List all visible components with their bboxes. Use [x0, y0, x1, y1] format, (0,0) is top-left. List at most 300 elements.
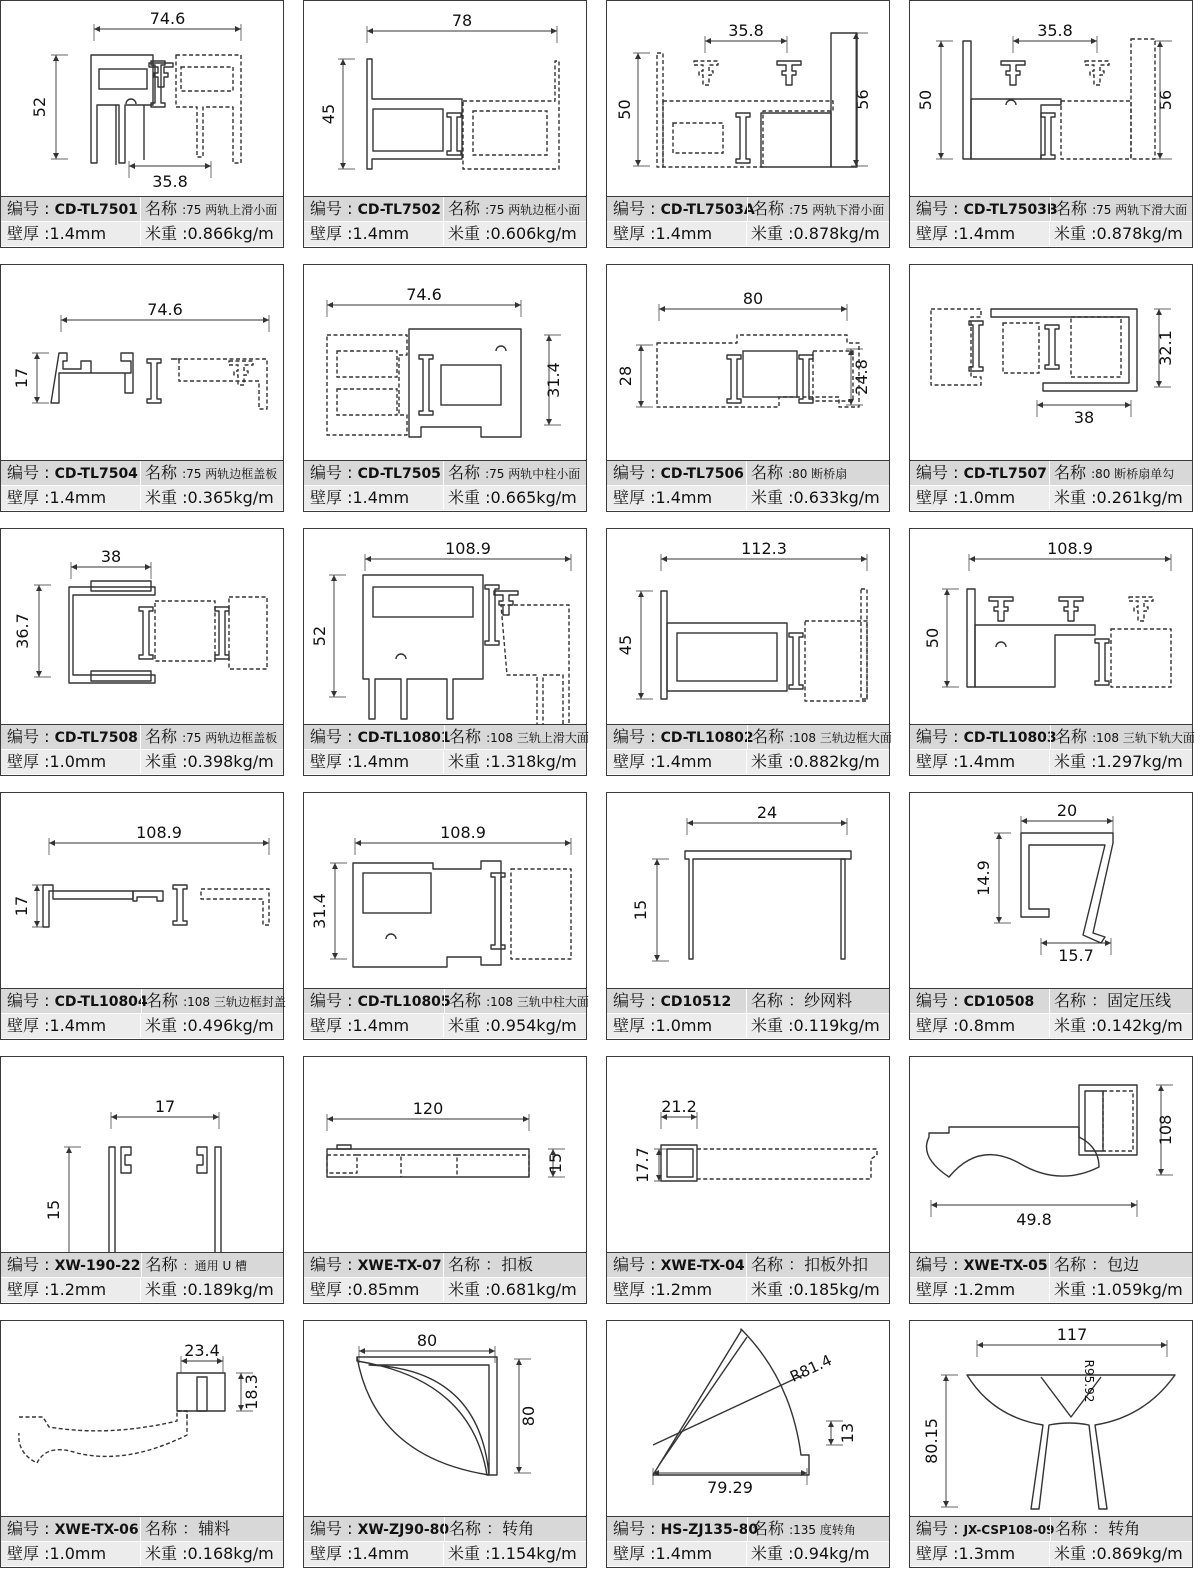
profile-drawing — [606, 1320, 890, 1517]
profile-drawing — [303, 528, 587, 725]
spec-row-code — [910, 1517, 1192, 1541]
meter-weight: 0.878kg/m — [1096, 224, 1183, 243]
hook-detail — [1006, 100, 1016, 105]
profile-spec-table — [909, 1253, 1193, 1304]
spec-row-code — [607, 461, 889, 485]
weight-cell: 米重 :0.665kg/m — [443, 486, 586, 510]
profile-cross-section-svg — [910, 793, 1194, 990]
code-cell: 编号 : CD-TL10805 — [310, 991, 451, 1010]
name-cell: 名称 :108 三轨下轨大面 — [1050, 725, 1194, 749]
code-cell: 编号 : HS-ZJ135-80 — [613, 1519, 759, 1538]
profile-outline — [841, 859, 845, 959]
name-cell: 名称 ：通用 U 槽 — [141, 1253, 283, 1277]
code-cell: 编号 : XW-ZJ90-80 — [310, 1519, 450, 1538]
profile-chamber — [337, 351, 397, 377]
name-cell: 名称 :108 三轨中柱大面 — [444, 989, 588, 1013]
profile-card — [606, 264, 890, 512]
profile-code: JX-CSP108-09 — [963, 1523, 1055, 1537]
spec-row-code — [607, 1517, 889, 1541]
profile-outline-dashed — [155, 601, 215, 661]
wall-cell: 壁厚 :1.4mm — [613, 224, 713, 243]
profile-cross-section-svg — [607, 793, 891, 990]
profile-name: ：转角 — [486, 1519, 535, 1538]
profile-spec-table — [303, 725, 587, 776]
spec-row-weight — [910, 1278, 1192, 1302]
profile-drawing — [909, 264, 1193, 461]
wall-thickness: 1.4mm — [655, 488, 713, 507]
profile-name: :80 断桥扇单勾 — [1091, 467, 1175, 481]
name-cell: 名称 :108 三轨边框大面 — [747, 725, 891, 749]
name-cell: 名称 :108 三轨边框封盖 — [141, 989, 285, 1013]
profile-code: CD-TL7507 — [963, 466, 1047, 482]
profile-drawing — [606, 1056, 890, 1253]
profile-name: :108 三轨下轨大面 — [1092, 731, 1195, 745]
spec-row-code — [1, 197, 283, 221]
dimension-label: 120 — [412, 1099, 444, 1118]
profile-spec-table — [909, 989, 1193, 1040]
profile-name: ：扣板外扣 — [788, 1255, 869, 1274]
profile-name: :75 两轨上滑小面 — [182, 203, 278, 217]
spec-row-weight — [1, 1278, 283, 1302]
code-cell: 编号 : CD-TL7508 — [7, 727, 138, 746]
profile-card — [909, 0, 1193, 248]
profile-outline — [685, 851, 851, 959]
code-cell: 编号 : CD-TL10803 — [916, 727, 1057, 746]
thermal-break-strip — [727, 355, 741, 403]
profile-outline — [927, 1127, 1100, 1177]
profile-code: CD-TL7506 — [660, 466, 744, 482]
code-cell: 编号 : CD-TL7506 — [613, 463, 744, 482]
profile-spec-table — [303, 1253, 587, 1304]
code-cell: 编号 : CD10512 — [613, 991, 732, 1010]
profile-name: ：包边 — [1091, 1255, 1140, 1274]
thermal-break-strip — [147, 359, 161, 403]
dimension-label: 31.4 — [310, 893, 329, 929]
profile-code: XWE-TX-06 — [54, 1522, 139, 1538]
spec-row-weight — [607, 1014, 889, 1038]
dimension-label: 78 — [451, 11, 473, 30]
spec-row-code — [910, 1253, 1192, 1277]
spec-row-code — [304, 725, 589, 749]
weight-cell: 米重 :0.168kg/m — [140, 1542, 283, 1566]
profile-cross-section-svg — [304, 529, 588, 726]
wall-cell: 壁厚 :1.0mm — [916, 488, 1016, 507]
dimension-label: 17 — [12, 367, 31, 389]
profile-spec-table — [0, 1253, 284, 1304]
spec-row-weight — [1, 222, 283, 246]
profile-card — [0, 264, 284, 512]
dimension-label: 15 — [546, 1152, 565, 1174]
profile-cross-section-svg — [910, 1321, 1194, 1518]
profile-drawing — [909, 792, 1193, 989]
wall-thickness: 1.2mm — [958, 1280, 1016, 1299]
dimension-label: 108.9 — [440, 823, 486, 842]
wall-thickness: 1.4mm — [958, 224, 1016, 243]
weight-cell: 米重 :0.878kg/m — [1049, 222, 1192, 246]
name-cell: 名称 :108 三轨上滑大面 — [444, 725, 588, 749]
profile-name: ：纱网料 — [788, 991, 853, 1010]
spec-row-code — [607, 725, 892, 749]
spec-row-weight — [910, 1014, 1192, 1038]
weight-cell: 米重 :1.059kg/m — [1049, 1278, 1192, 1302]
profile-code: CD-TL10805 — [357, 994, 451, 1010]
code-cell: 编号 : CD-TL7503B — [916, 199, 1058, 218]
meter-weight: 0.878kg/m — [793, 224, 880, 243]
profile-card — [909, 792, 1193, 1040]
dimension-label: 108.9 — [136, 823, 182, 842]
profile-outline — [177, 1373, 225, 1411]
profile-card — [303, 1056, 587, 1304]
wall-thickness: 1.4mm — [352, 488, 410, 507]
dimension-label: 74.6 — [406, 285, 442, 304]
dimension-label: 50 — [615, 99, 634, 120]
name-cell: 名称 ：固定压线 — [1049, 989, 1192, 1013]
weight-cell: 米重 :0.882kg/m — [746, 750, 889, 774]
thermal-break-strip — [1045, 325, 1059, 369]
profile-drawing — [0, 528, 284, 725]
wall-thickness: 1.3mm — [958, 1544, 1016, 1563]
spec-row-code — [910, 725, 1195, 749]
profile-card — [606, 1056, 890, 1304]
meter-weight: 0.665kg/m — [490, 488, 577, 507]
profile-outline-dashed — [861, 589, 867, 699]
profile-drawing — [0, 792, 284, 989]
wall-cell: 壁厚 :1.4mm — [613, 488, 713, 507]
spec-row-code — [304, 197, 586, 221]
meter-weight: 0.954kg/m — [490, 1016, 577, 1035]
meter-weight: 0.398kg/m — [187, 752, 274, 771]
profile-outline — [1021, 833, 1113, 943]
name-cell: 名称 :75 两轨边框盖板 — [140, 461, 283, 485]
profile-cross-section-svg — [910, 1057, 1194, 1254]
profile-name: :75 两轨边框小面 — [485, 203, 581, 217]
profile-spec-table — [909, 461, 1193, 512]
profile-outline-dashed — [511, 869, 571, 959]
profile-cross-section-svg — [304, 793, 588, 990]
profile-drawing — [909, 1320, 1193, 1517]
profile-code: XW-190-22 — [54, 1258, 141, 1274]
runner-rail — [1129, 597, 1153, 621]
profile-outline — [337, 1145, 351, 1149]
profile-cross-section-svg — [304, 1057, 588, 1254]
profile-card — [303, 0, 587, 248]
dimension-label: 108.9 — [445, 539, 491, 558]
spec-row-code — [1, 1517, 283, 1541]
hook-detail — [126, 99, 136, 104]
wall-cell: 壁厚 :1.0mm — [7, 752, 107, 771]
name-cell: 名称 :75 两轨上滑小面 — [140, 197, 283, 221]
spec-row-weight — [910, 1542, 1192, 1566]
profile-name: :75 两轨中柱小面 — [485, 467, 581, 481]
profile-card — [303, 264, 587, 512]
profile-outline-dashed — [1071, 317, 1121, 377]
spec-row-code — [1, 725, 283, 749]
profile-cross-section-svg — [1, 1, 285, 198]
dimension-label: 20 — [1056, 801, 1078, 820]
spec-row-weight — [910, 222, 1192, 246]
wall-thickness: 1.4mm — [352, 752, 410, 771]
dimension-label: 52 — [310, 625, 329, 647]
profile-drawing — [303, 1056, 587, 1253]
wall-cell: 壁厚 :1.4mm — [310, 752, 410, 771]
weight-cell: 米重 :1.297kg/m — [1049, 750, 1192, 774]
wall-cell: 壁厚 :1.4mm — [613, 1544, 713, 1563]
thermal-break-strip — [173, 885, 187, 925]
profile-cross-section-svg — [607, 1057, 891, 1254]
profile-outline — [761, 113, 831, 167]
spec-row-code — [1, 461, 283, 485]
profile-outline — [409, 329, 521, 437]
wall-thickness: 1.4mm — [49, 1016, 107, 1035]
dimension-label: 45 — [319, 103, 338, 125]
profile-spec-table — [303, 197, 587, 248]
profile-chamber — [677, 633, 777, 681]
wall-thickness: 1.4mm — [958, 752, 1016, 771]
profile-outline — [353, 861, 501, 967]
name-cell: 名称 ：转角 — [444, 1517, 586, 1541]
dimension-label: 21.2 — [661, 1097, 697, 1116]
profile-outline — [363, 575, 483, 719]
hook-detail — [396, 654, 406, 659]
weight-cell: 米重 :0.142kg/m — [1049, 1014, 1192, 1038]
profile-spec-table — [909, 1517, 1193, 1568]
meter-weight: 0.261kg/m — [1096, 488, 1183, 507]
profile-outline — [43, 885, 133, 927]
meter-weight: 1.059kg/m — [1096, 1280, 1183, 1299]
weight-cell: 米重 :0.606kg/m — [443, 222, 586, 246]
profile-card — [0, 528, 284, 776]
profile-outline — [197, 1377, 207, 1411]
wall-cell: 壁厚 :1.4mm — [613, 752, 713, 771]
meter-weight: 1.297kg/m — [1096, 752, 1183, 771]
profile-outline — [661, 591, 667, 699]
dimension-label: 28 — [616, 365, 635, 387]
wall-thickness: 1.4mm — [352, 1016, 410, 1035]
dimension-label: R81.4 — [787, 1351, 835, 1386]
dimension-label: 80 — [416, 1331, 438, 1350]
weight-cell: 米重 :0.365kg/m — [140, 486, 283, 510]
profile-chamber — [337, 389, 397, 415]
profile-code: CD-TL10804 — [54, 994, 148, 1010]
profile-code: CD-TL7508 — [54, 730, 138, 746]
runner-rail — [777, 61, 801, 85]
dimension-label: 79.29 — [707, 1478, 753, 1497]
thermal-break-strip — [1041, 113, 1055, 159]
code-cell: 编号 : CD-TL10802 — [613, 727, 754, 746]
wall-thickness: 1.2mm — [49, 1280, 107, 1299]
code-cell: 编号 : XWE-TX-07 — [310, 1255, 442, 1274]
meter-weight: 0.94kg/m — [793, 1544, 870, 1563]
wall-thickness: 1.4mm — [655, 224, 713, 243]
wall-thickness: 1.0mm — [655, 1016, 713, 1035]
profile-drawing — [606, 792, 890, 989]
runner-rail — [1085, 61, 1109, 85]
runner-rail — [694, 61, 718, 85]
profile-chamber — [373, 109, 443, 151]
dimension-label: 17 — [12, 895, 31, 917]
meter-weight: 0.185kg/m — [793, 1280, 880, 1299]
profile-spec-table — [303, 1517, 587, 1568]
weight-cell: 米重 :1.318kg/m — [443, 750, 586, 774]
profile-outline — [667, 1149, 693, 1177]
wall-thickness: 1.0mm — [49, 1544, 107, 1563]
wall-thickness: 1.4mm — [352, 224, 410, 243]
weight-cell: 米重 :0.681kg/m — [443, 1278, 586, 1302]
dimension-label: 24.8 — [852, 359, 871, 395]
profile-code: CD10512 — [660, 994, 732, 1010]
profile-name: ：转角 — [1092, 1519, 1141, 1538]
spec-row-code — [304, 1253, 586, 1277]
hook-detail — [496, 346, 506, 351]
profile-chamber — [99, 69, 147, 89]
profile-outline-dashed — [1061, 101, 1131, 159]
weight-cell: 米重 :0.189kg/m — [140, 1278, 283, 1302]
thermal-break-strip — [419, 355, 433, 415]
meter-weight: 0.119kg/m — [793, 1016, 880, 1035]
wall-thickness: 1.4mm — [655, 752, 713, 771]
profile-card — [303, 528, 587, 776]
profile-spec-table — [0, 989, 284, 1040]
runner-rail — [989, 597, 1013, 621]
wall-thickness: 1.4mm — [49, 224, 107, 243]
name-cell: 名称 ：扣板外扣 — [746, 1253, 889, 1277]
dimension-label: 112.3 — [741, 539, 787, 558]
profile-card — [909, 1320, 1193, 1568]
profile-name: ：扣板 — [485, 1255, 534, 1274]
profile-chamber — [473, 111, 547, 155]
profile-outline — [963, 41, 971, 159]
profile-cross-section-svg — [910, 265, 1194, 462]
profile-outline — [69, 587, 155, 683]
meter-weight: 0.168kg/m — [187, 1544, 274, 1563]
wall-cell: 壁厚 :1.4mm — [310, 224, 410, 243]
profile-outline-dashed — [171, 359, 267, 409]
wall-thickness: 1.4mm — [655, 1544, 713, 1563]
name-cell: 名称 ：纱网料 — [746, 989, 889, 1013]
name-cell: 名称 :75 两轨中柱小面 — [443, 461, 586, 485]
wall-thickness: 1.0mm — [49, 752, 107, 771]
dimension-label: 32.1 — [1156, 330, 1175, 366]
dimension-label: 38 — [100, 547, 122, 566]
profile-outline — [121, 1147, 207, 1173]
profile-drawing — [606, 528, 890, 725]
name-cell: 名称 :80 断桥扇单勾 — [1049, 461, 1192, 485]
spec-row-code — [607, 197, 889, 221]
wall-cell: 壁厚 :1.2mm — [613, 1280, 713, 1299]
profile-card — [0, 0, 284, 248]
thermal-break-strip — [1095, 639, 1109, 685]
weight-cell: 米重 :0.94kg/m — [746, 1542, 889, 1566]
profile-spec-table — [0, 1517, 284, 1568]
profile-drawing — [909, 1056, 1193, 1253]
dimension-label: 31.4 — [544, 362, 563, 398]
profile-outline — [91, 581, 151, 681]
code-cell: 编号 : CD-TL7507 — [916, 463, 1047, 482]
profile-code: CD-TL10803 — [963, 730, 1057, 746]
weight-cell: 米重 :0.119kg/m — [746, 1014, 889, 1038]
profile-code: CD-TL7501 — [54, 202, 138, 218]
dimension-label: 80 — [742, 289, 764, 308]
profile-cross-section-svg — [1, 265, 285, 462]
profile-card — [303, 1320, 587, 1568]
profile-drawing — [0, 0, 284, 197]
spec-row-code — [304, 989, 589, 1013]
profile-outline-dashed — [805, 621, 867, 701]
profile-outline — [975, 625, 1095, 687]
profile-outline-dashed — [1131, 39, 1155, 159]
profile-name: :75 两轨下滑大面 — [1092, 203, 1188, 217]
profile-chamber — [743, 351, 797, 397]
name-cell: 名称 ：转角 — [1050, 1517, 1192, 1541]
profile-cross-section-svg — [607, 265, 891, 462]
spec-row-weight — [607, 222, 889, 246]
profile-outline-dashed — [463, 61, 559, 169]
thermal-break-strip — [491, 873, 505, 949]
profile-outline — [971, 99, 1061, 159]
weight-cell: 米重 :0.398kg/m — [140, 750, 283, 774]
profile-spec-table — [606, 1517, 890, 1568]
thermal-break-strip — [789, 633, 803, 689]
spec-row-weight — [304, 222, 586, 246]
meter-weight: 0.882kg/m — [793, 752, 880, 771]
profile-drawing — [303, 0, 587, 197]
profile-code: CD-TL10802 — [660, 730, 754, 746]
dimension-label: 23.4 — [184, 1341, 220, 1360]
spec-row-weight — [304, 1542, 586, 1566]
hook-detail — [386, 934, 396, 939]
profile-cross-section-svg — [1, 529, 285, 726]
profile-code: XWE-TX-05 — [963, 1258, 1048, 1274]
profile-code: HS-ZJ135-80 — [660, 1522, 759, 1538]
name-cell: 名称 ：扣板 — [443, 1253, 586, 1277]
profile-chamber — [181, 67, 233, 91]
dimension-label: 74.6 — [147, 300, 183, 319]
profile-outline-dashed — [176, 55, 241, 163]
code-cell: 编号 : XWE-TX-06 — [7, 1519, 139, 1538]
profile-outline — [1079, 1085, 1137, 1155]
profile-card — [303, 792, 587, 1040]
profile-cross-section-svg — [304, 1321, 588, 1518]
profile-spec-table — [909, 197, 1193, 248]
profile-outline-dashed — [657, 53, 663, 167]
profile-card — [909, 264, 1193, 512]
wall-cell: 壁厚 :1.4mm — [310, 1544, 410, 1563]
spec-row-weight — [607, 750, 889, 774]
profile-name: :108 三轨中柱大面 — [486, 995, 589, 1009]
profile-drawing — [606, 264, 890, 461]
dimension-label: 56 — [1156, 89, 1175, 111]
profile-cross-section-svg — [607, 529, 891, 726]
code-cell: 编号 : CD-TL7505 — [310, 463, 441, 482]
wall-cell: 壁厚 :1.4mm — [7, 1016, 107, 1035]
dimension-label: 24 — [756, 803, 778, 822]
hook-detail — [996, 642, 1006, 647]
spec-row-weight — [304, 486, 586, 510]
profile-name: ：辅料 — [182, 1519, 231, 1538]
weight-cell: 米重 :0.954kg/m — [443, 1014, 586, 1038]
profile-chamber — [673, 123, 723, 153]
spec-row-code — [910, 197, 1192, 221]
dimension-label: 15.7 — [1058, 946, 1094, 965]
profile-spec-table — [0, 461, 284, 512]
profile-drawing — [0, 1320, 284, 1517]
dimension-label: 14.9 — [974, 860, 993, 896]
profile-drawing — [0, 1056, 284, 1253]
name-cell: 名称 :80 断桥扇 — [746, 461, 889, 485]
name-cell: 名称 ：辅料 — [140, 1517, 283, 1541]
spec-row-weight — [607, 1278, 889, 1302]
weight-cell: 米重 :1.154kg/m — [443, 1542, 586, 1566]
